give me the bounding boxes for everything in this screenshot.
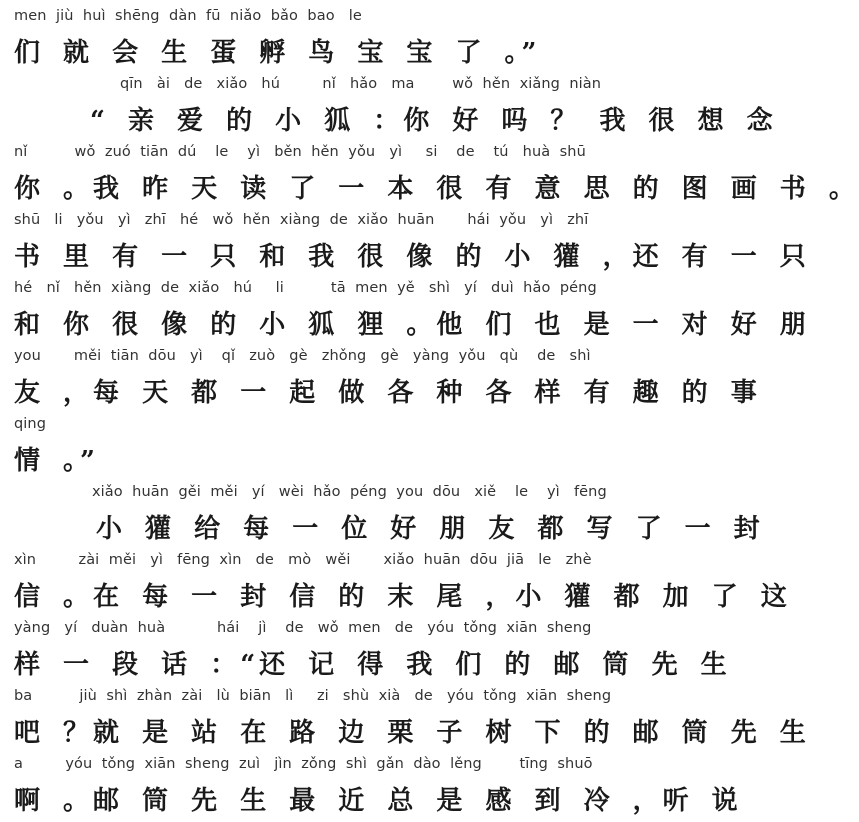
text-line-5: [14, 280, 810, 340]
pinyin-row: nǐ wǒ zuó tiān dú le yì běn hěn yǒu yì si de tú huà shū: [14, 144, 586, 160]
pinyin-row: qing: [14, 416, 47, 432]
hanzi-row: 和 你 很 像 的 小 狐 狸 。他 们 也 是 一 对 好 朋: [14, 310, 810, 340]
pinyin-row: yàng yí duàn huà hái jì de wǒ men de yóu tǒng xiān sheng: [14, 620, 592, 636]
pinyin-row: you měi tiān dōu yì qǐ zuò gè zhǒng gè yàng yǒu qù de shì: [14, 348, 591, 364]
hanzi-row: 啊 。邮 筒 先 生 最 近 总 是 感 到 冷 ，听 说: [14, 786, 742, 816]
pinyin-row: xìn zài měi yì fēng xìn de mò wěi xiǎo huān dōu jiā le zhè: [14, 552, 592, 568]
pinyin-row: a yóu tǒng xiān sheng zuì jìn zǒng shì gǎn dào lěng tīng shuō: [14, 756, 593, 772]
text-line-8: [14, 484, 764, 544]
hanzi-row: “ 亲 爱 的 小 狐 ：你 好 吗 ？ 我 很 想 念: [90, 106, 777, 136]
text-line-7: [14, 416, 661, 476]
hanzi-row: 信 。在 每 一 封 信 的 末 尾 ，小 獾 都 加 了 这: [14, 582, 791, 612]
text-line-2: [14, 76, 777, 136]
pinyin-row: shū li yǒu yì zhī hé wǒ hěn xiàng de xiǎo huān hái yǒu yì zhī: [14, 212, 589, 228]
text-line-3: [14, 144, 859, 204]
hanzi-row: 情 。”: [14, 446, 100, 476]
pinyin-row: qīn ài de xiǎo hú nǐ hǎo ma wǒ hěn xiǎng niàn: [120, 76, 602, 92]
pinyin-row: ba jiù shì zhàn zài lù biān lì zi shù xià de yóu tǒng xiān sheng: [14, 688, 612, 704]
hanzi-row: 书 里 有 一 只 和 我 很 像 的 小 獾 ，还 有 一 只: [14, 242, 810, 272]
hanzi-row: 吧 ？就 是 站 在 路 边 栗 子 树 下 的 邮 筒 先 生: [14, 718, 810, 748]
text-line-10: [14, 620, 731, 680]
text-line-12: [14, 756, 742, 816]
text-line-1: [14, 8, 661, 68]
text-line-6: [14, 348, 761, 408]
hanzi-row: 们 就 会 生 蛋 孵 鸟 宝 宝 了 。”: [14, 38, 541, 68]
text-line-11: [14, 688, 810, 748]
hanzi-row: 小 獾 给 每 一 位 好 朋 友 都 写 了 一 封: [96, 514, 764, 544]
hanzi-row: 样 一 段 话 ：“还 记 得 我 们 的 邮 筒 先 生: [14, 650, 731, 680]
text-line-4: [14, 212, 810, 272]
pinyin-row: men jiù huì shēng dàn fū niǎo bǎo bao le: [14, 8, 362, 24]
pinyin-row: hé nǐ hěn xiàng de xiǎo hú li tā men yě shì yí duì hǎo péng: [14, 280, 597, 296]
hanzi-row: 友 ，每 天 都 一 起 做 各 种 各 样 有 趣 的 事: [14, 378, 761, 408]
hanzi-row: 你 。我 昨 天 读 了 一 本 很 有 意 思 的 图 画 书 。: [14, 174, 859, 204]
pinyin-row: xiǎo huān gěi měi yí wèi hǎo péng you dōu xiě le yì fēng: [92, 484, 607, 500]
text-line-9: [14, 552, 791, 612]
